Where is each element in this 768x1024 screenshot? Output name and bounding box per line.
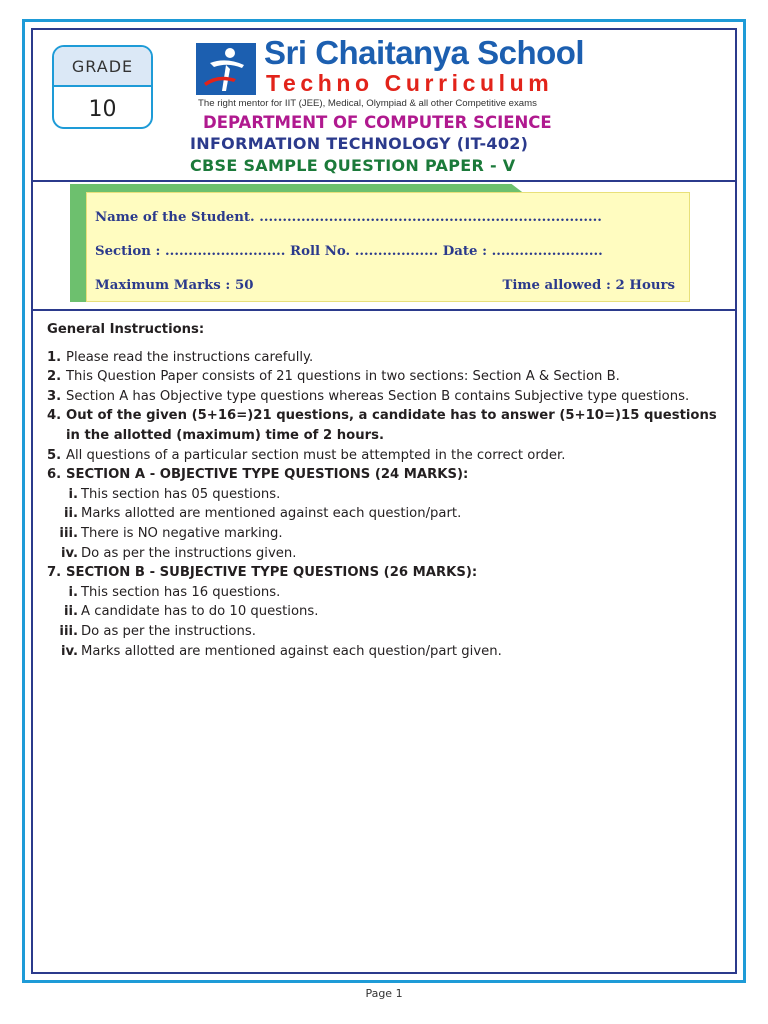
section-a-item: i. This section has 05 questions. [68,486,281,502]
time-allowed: Time allowed : 2 Hours [502,278,675,293]
instruction-item: 2. This Question Paper consists of 21 questions in two sections: Section A & Section B. [47,369,620,385]
curriculum-name: Techno Curriculum [266,70,554,96]
section-roll-date-field: Section : .......................... Roll No. .................. Date : ........................ [95,244,603,259]
info-divider [31,309,737,311]
student-info-panel [86,192,690,302]
page-number: Page 1 [365,987,403,1000]
instruction-item: 5. All questions of a particular section must be attempted in the correct order. [47,447,566,463]
instruction-item: 4. Out of the given (5+16=)21 questions, a candidate has to answer (5+10=)15 questions in the allotted (maximum) time of 2 hours. [47,408,717,443]
info-panel-accent-side [70,184,86,302]
instruction-item: 1. Please read the instructions carefully. [47,349,314,365]
paper-title: CBSE SAMPLE QUESTION PAPER - V [190,156,516,175]
grade-value: 10 [88,96,117,122]
section-a-heading: 6. SECTION A - OBJECTIVE TYPE QUESTIONS (24 MARKS): [47,467,469,483]
grade-label: GRADE [54,47,151,87]
section-b-item: ii. A candidate has to do 10 questions. [63,604,319,620]
max-marks: Maximum Marks : 50 [95,278,254,293]
instruction-item: 3. Section A has Objective type questions whereas Section B contains Subjective type questions. [47,388,690,404]
section-b-item: i. This section has 16 questions. [68,584,281,600]
general-instructions [47,320,727,661]
student-name-field: Name of the Student. .......................................................................... [95,210,602,225]
section-b-item: iv. Marks allotted are mentioned against each question/part given. [60,643,502,659]
school-logo-icon [196,43,256,95]
section-b-heading: 7. SECTION B - SUBJECTIVE TYPE QUESTIONS (26 MARKS): [47,565,478,581]
subject-title: INFORMATION TECHNOLOGY (IT-402) [190,134,529,153]
section-b-item: iii. Do as per the instructions. [59,623,256,639]
grade-box [52,45,153,129]
instructions-title: General Instructions: [47,322,205,337]
department-title: DEPARTMENT OF COMPUTER SCIENCE [203,113,552,132]
school-tagline: The right mentor for IIT (JEE), Medical, Olympiad & all other Competitive exams [198,98,537,109]
section-a-item: iii. There is NO negative marking. [59,525,283,541]
section-a-item: iv. Do as per the instructions given. [60,545,297,561]
header-divider [31,180,737,182]
school-name: Sri Chaitanya School [264,34,585,71]
section-a-item: ii. Marks allotted are mentioned against each question/part. [63,506,462,522]
